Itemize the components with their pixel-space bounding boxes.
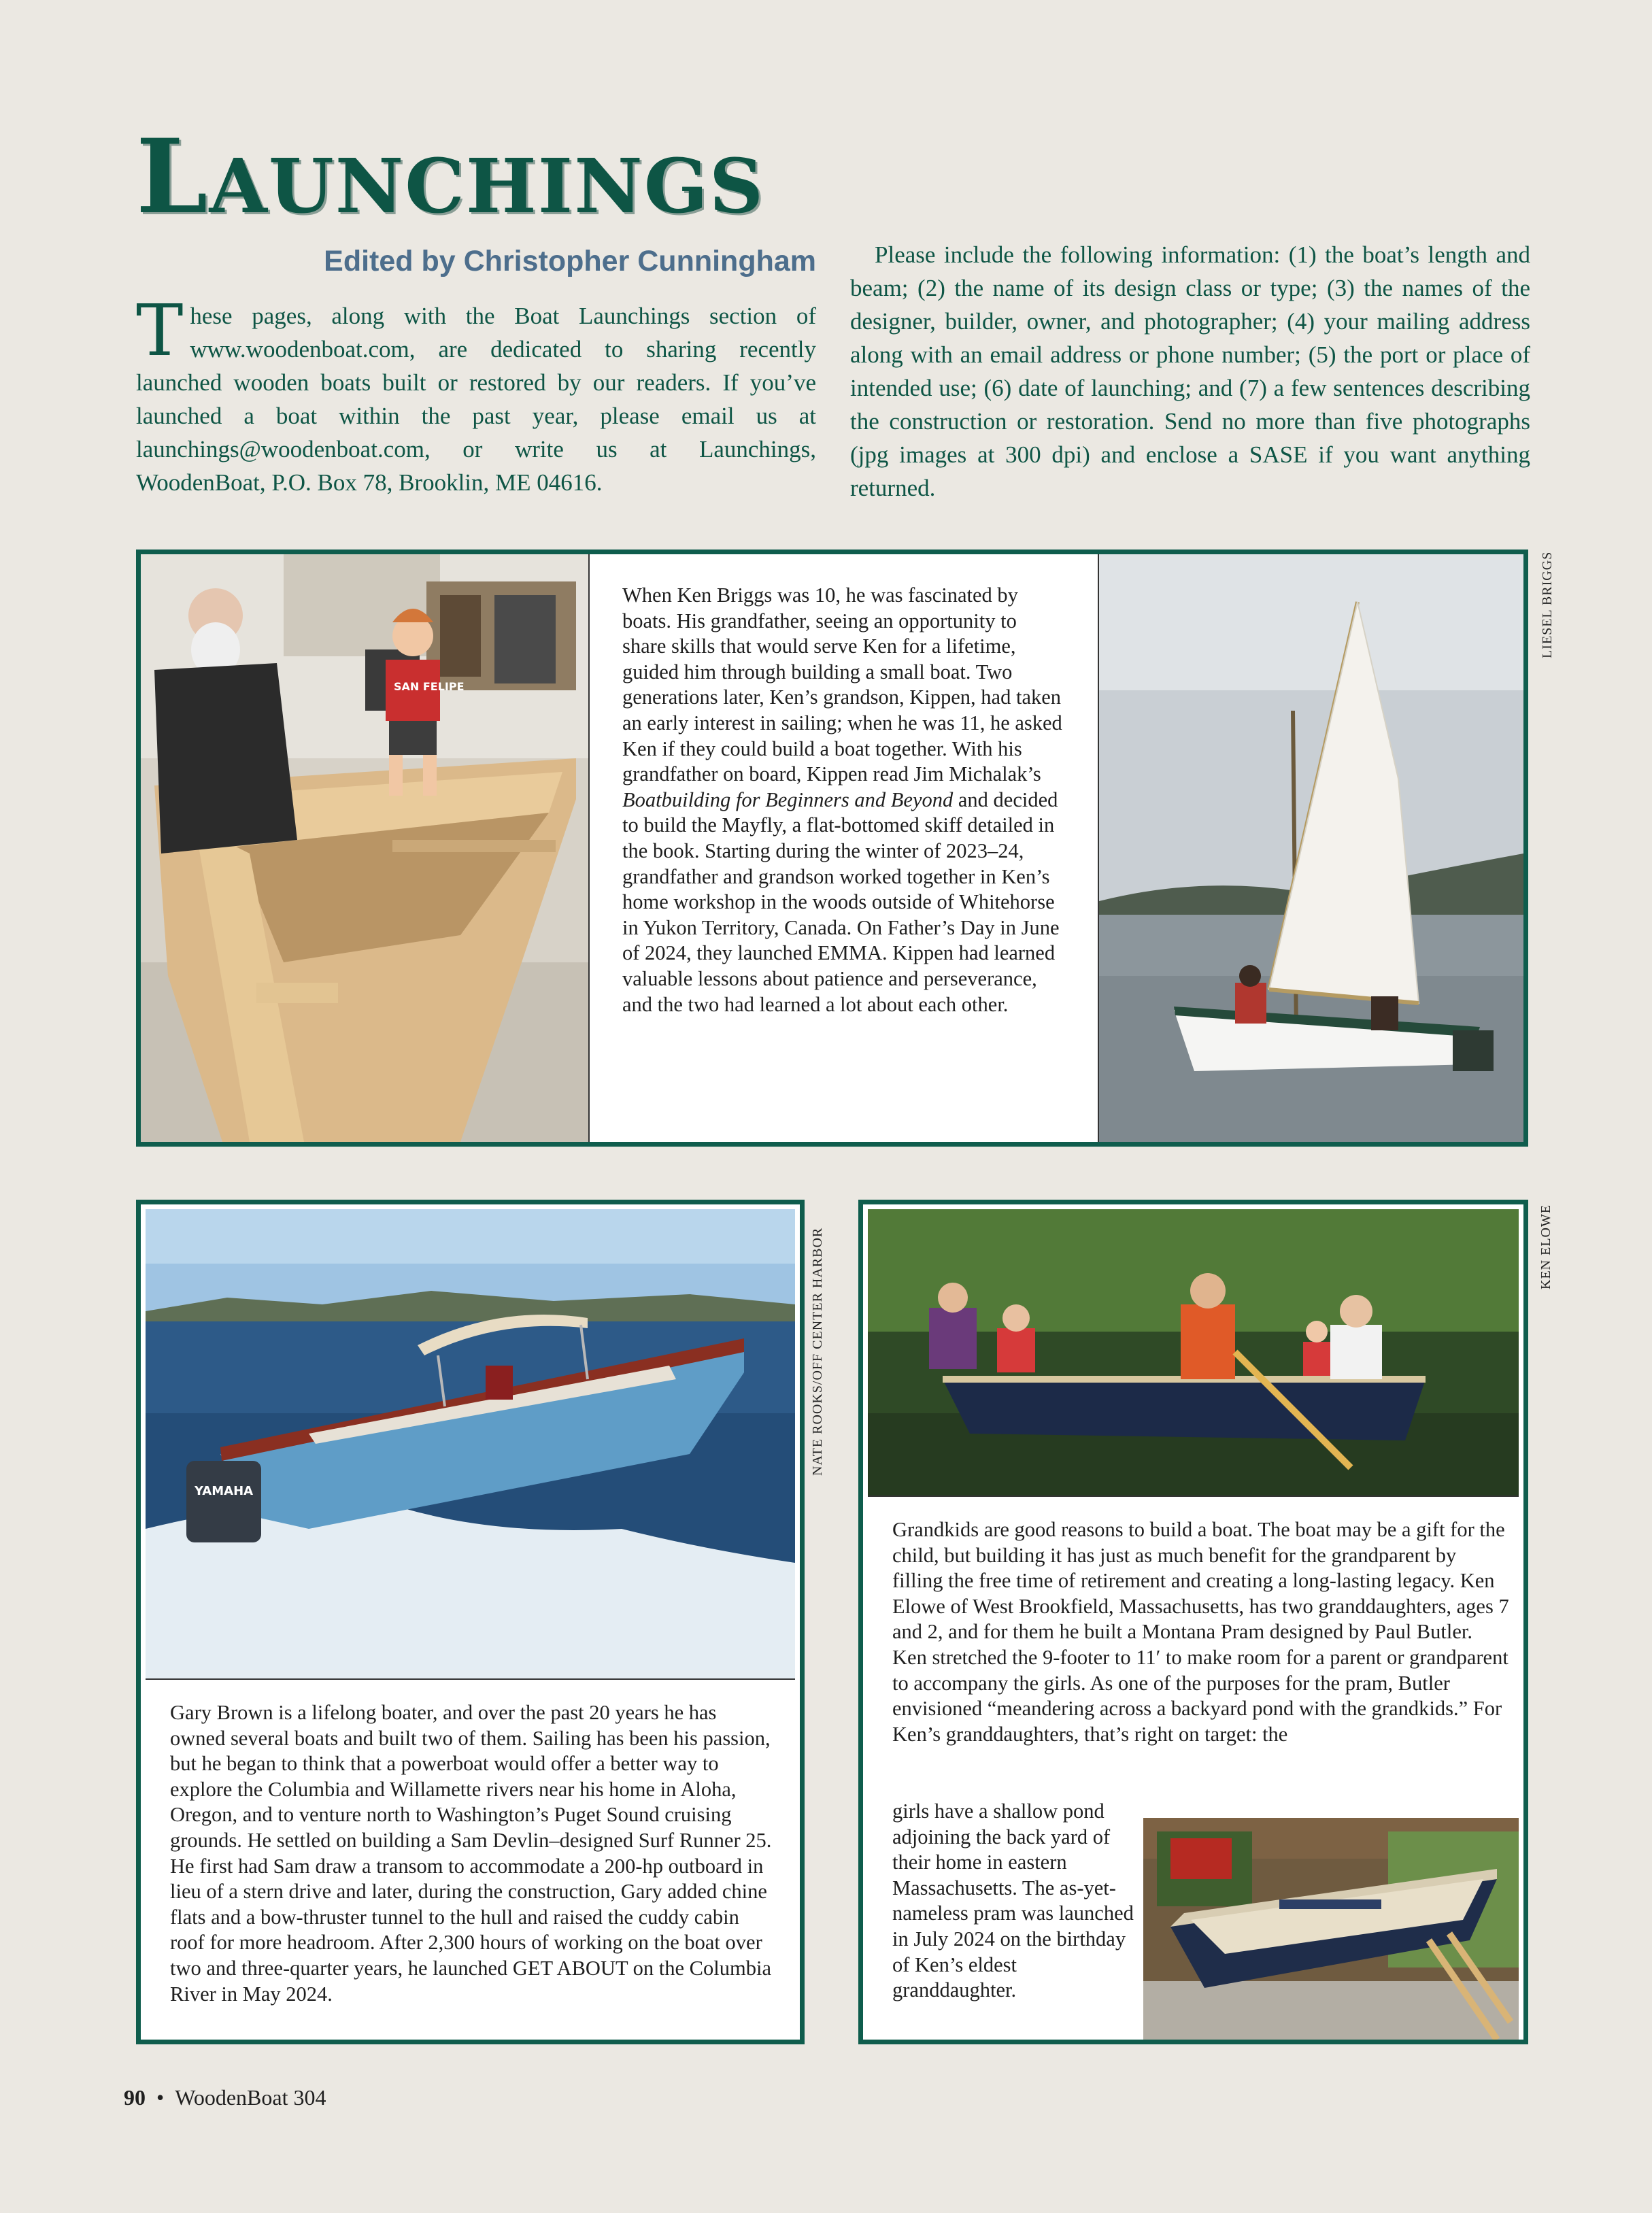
- briggs-sailing-photo: [1099, 554, 1523, 1142]
- workshop-illustration: [141, 554, 588, 1142]
- elowe-pond-photo: [868, 1209, 1519, 1496]
- elowe-story-text-wide: [892, 1517, 1511, 1747]
- intro-left-text: hese pages, along with the Boat Launchings section of www.woodenboat.com, are dedicated to sharing recently launched wooden boats built or restored by our readers. If you’ve launched a boat within the past year, please email us at launchings@woodenboat.com, or write us at Launchings, WoodenBoat, P.O. Box 78, Brooklin, ME 04616.: [136, 303, 816, 496]
- shirt-print: SAN FELIPE: [394, 680, 465, 693]
- intro-left-column: [136, 289, 816, 499]
- brown-powerboat-photo: [146, 1209, 795, 1678]
- intro-right-column: Please include the following information: (1) the boat’s length and beam; (2) the name of its design class or type; (3) the names of the designer, builder, owner, and photographer; (4) your mailing address along with an email address or phone number; (5) the port or place of intended use; (6) date of launching; and (7) a few sentences describing the construction or restoration. Send no more than five photographs (jpg images at 300 dpi) and enclose a SASE if you want anything returned.: [850, 241, 1530, 501]
- elowe-text-narrow: girls have a shallow pond adjoining the back yard of their home in eastern Massachusetts. The as-yet-nameless pram was launched in July 2024 on the birthday of Ken’s eldest granddaughter.: [892, 1800, 1134, 2002]
- briggs-text-2: and decided to build the Mayfly, a flat-bottomed skiff detailed in the book. Starting during the winter of 2023–24, grandfather and grandson worked together in Ken’s home workshop in the woods outside of Whitehorse in Yukon Territory, Canada. On Father’s Day in June of 2024, they launched EMMA. Kippen had learned valuable lessons about patience and perseverance, and the two had learned a lot about each other.: [622, 788, 1060, 1016]
- briggs-divider-left: [588, 554, 590, 1142]
- briggs-story-box: [136, 550, 1528, 1147]
- footer-bullet: •: [156, 2085, 165, 2110]
- byline: Edited by Christopher Cunningham: [324, 245, 816, 277]
- elowe-divider: [868, 1496, 1519, 1497]
- credit-liesel-briggs: LIESEL BRIGGS: [1540, 551, 1555, 658]
- powerboat-illustration: [146, 1209, 795, 1678]
- pram-shed-illustration: [1143, 1818, 1519, 2040]
- brown-text: Gary Brown is a lifelong boater, and over the past 20 years he has owned several boats and built two of them. Sailing has been his passion, but he began to think that a powerboat would offer a better way to explore the Columbia and Willamette rivers near his home in Aloha, Oregon, and to venture north to Washington’s Puget Sound cruising grounds. He settled on building a Sam Devlin–designed Surf Runner 25. He first had Sam draw a transom to accommodate a 200-hp outboard in lieu of a stern drive and later, during the construction, Gary added chine flats and a bow-thruster tunnel to the hull and raised the cuddy cabin roof for more headroom. After 2,300 hours of working on the boat over two and three-quarter years, he launched GET ABOUT on the Columbia River in May 2024.: [170, 1701, 772, 2006]
- page-footer: [124, 2085, 326, 2110]
- briggs-text-1: When Ken Briggs was 10, he was fascinated by boats. His grandfather, seeing an opportunity to share skills that would serve Ken for a lifetime, guided him through building a small boat. Two generations later, Ken’s grandson, Kippen, had taken an early interest in sailing; when he was 11, he asked Ken if they could build a boat together. With his grandfather on board, Kippen read Jim Michalak’s: [622, 584, 1062, 786]
- publication-name: WoodenBoat 304: [175, 2085, 326, 2110]
- credit-ken-elowe: KEN ELOWE: [1538, 1204, 1553, 1289]
- elowe-pram-photo: [1143, 1818, 1519, 2040]
- outboard-brand: YAMAHA: [195, 1484, 254, 1498]
- briggs-story-text: [622, 583, 1064, 1017]
- elowe-text-wide: Grandkids are good reasons to build a boat. The boat may be a gift for the child, but building it has just as much benefit for the grandparent by filling the free time of retirement and creating a long-lasting legacy. Ken Elowe of West Brookfield, Massachusetts, has two granddaughters, ages 7 and 2, and for them he built a Montana Pram designed by Paul Butler. Ken stretched the 9-footer to 11′ to make room for a parent or grandparent to accompany the girls. As one of the purposes for the pram, Butler envisioned “meandering across a backyard pond with the grandkids.” For Ken’s granddaughters, that’s right on target: the: [892, 1518, 1509, 1746]
- sailboat-illustration: [1099, 554, 1523, 1142]
- brown-story-text: [170, 1700, 775, 2007]
- pram-rowing-illustration: [868, 1209, 1519, 1496]
- elowe-story-box: [858, 1200, 1528, 2044]
- drop-cap: T: [136, 289, 184, 372]
- elowe-story-text-narrow: [892, 1799, 1137, 2004]
- brown-divider: [146, 1678, 795, 1680]
- brown-story-box: [136, 1200, 805, 2044]
- page-number: 90: [124, 2085, 146, 2110]
- briggs-workshop-photo: [141, 554, 588, 1142]
- credit-nate-rooks: NATE ROOKS/OFF CENTER HARBOR: [810, 1227, 825, 1476]
- page-title: LAUNCHINGS: [136, 117, 765, 237]
- briggs-book-title: Boatbuilding for Beginners and Beyond: [622, 788, 954, 811]
